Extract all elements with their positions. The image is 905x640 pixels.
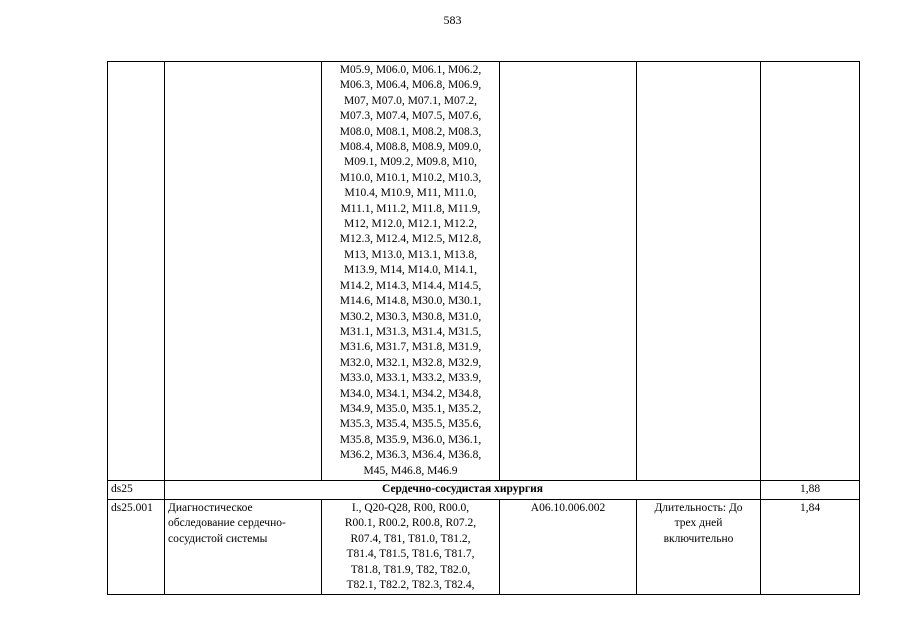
diagnosis-code-line: M07, M07.0, M07.1, M07.2, [344, 94, 477, 107]
diagnosis-code-line: M31.6, M31.7, M31.8, M31.9, [339, 341, 482, 354]
tariff-table [107, 61, 860, 595]
item-name-line: сосудистой системы [168, 532, 268, 545]
diagnosis-code-line: M32.0, M32.1, M32.8, M32.9, [339, 356, 482, 369]
diagnosis-code-line: M07.3, M07.4, M07.5, M07.6, [339, 110, 482, 123]
diagnosis-code-line: M13, M13.0, M13.1, M13.8, [344, 248, 477, 261]
table-row-continued [108, 62, 860, 481]
diagnosis-code-line: M36.2, M36.3, M36.4, M36.8, [339, 449, 482, 462]
cell-service [500, 62, 637, 481]
diagnosis-code-line: M34.0, M34.1, M34.2, M34.8, [339, 387, 482, 400]
criteria-line: включительно [663, 532, 734, 545]
cell-item-code: ds25.001 [108, 499, 165, 594]
item-name-line: Диагностическое [168, 501, 253, 514]
diagnosis-code-line: M08.0, M08.1, M08.2, M08.3, [339, 125, 482, 138]
cell-item-diagnosis-codes [322, 499, 500, 594]
cell-item-service: A06.10.006.002 [500, 499, 637, 594]
cell-group-code: ds25 [108, 480, 165, 499]
diagnosis-code-line: M13.9, M14, M14.0, M14.1, [344, 264, 477, 277]
cell-coefficient [761, 62, 860, 481]
diagnosis-code-line: T81.4, T81.5, T81.6, T81.7, [346, 548, 475, 561]
cell-group-coefficient: 1,88 [761, 480, 860, 499]
diagnosis-code-line: M06.3, M06.4, M06.8, M06.9, [339, 79, 482, 92]
diagnosis-code-line: I., Q20-Q28, R00, R00.0, [351, 501, 470, 514]
diagnosis-code-line: M31.1, M31.3, M31.4, M31.5, [339, 325, 482, 338]
diagnosis-code-line: M30.2, M30.3, M30.8, M31.0, [339, 310, 482, 323]
page-number: 583 [443, 13, 462, 27]
diagnosis-code-line: M10.4, M10.9, M11, M11.0, [344, 187, 477, 200]
diagnosis-code-line: M35.3, M35.4, M35.5, M35.6, [339, 418, 482, 431]
cell-criteria [637, 62, 761, 481]
cell-group-title: Сердечно-сосудистая хирургия [165, 480, 761, 499]
cell-item-coefficient: 1,84 [761, 499, 860, 594]
diagnosis-code-line: T82.1, T82.2, T82.3, T82.4, [346, 579, 475, 591]
table-row-item [108, 499, 860, 594]
diagnosis-code-line: M10.0, M10.1, M10.2, M10.3, [339, 171, 482, 184]
diagnosis-code-line: M09.1, M09.2, M09.8, M10, [344, 156, 477, 169]
diagnosis-code-line: M05.9, M06.0, M06.1, M06.2, [339, 64, 482, 76]
cell-item-name [165, 499, 322, 594]
criteria-line: Длительность: До [654, 501, 743, 514]
diagnosis-code-line: M33.0, M33.1, M33.2, M33.9, [339, 372, 482, 385]
diagnosis-code-line: M12.3, M12.4, M12.5, M12.8, [339, 233, 482, 246]
diagnosis-code-line: R07.4, T81, T81.0, T81.2, [350, 532, 471, 545]
diagnosis-code-line: M34.9, M35.0, M35.1, M35.2, [339, 402, 482, 415]
diagnosis-code-line: M35.8, M35.9, M36.0, M36.1, [339, 433, 482, 446]
cell-item-criteria [637, 499, 761, 594]
diagnosis-code-line: M08.4, M08.8, M08.9, M09.0, [339, 141, 482, 154]
diagnosis-code-line: M12, M12.0, M12.1, M12.2, [344, 218, 477, 231]
diagnosis-code-line: M45, M46.8, M46.9 [363, 464, 458, 477]
table-row-group [108, 480, 860, 499]
diagnosis-code-line: T81.8, T81.9, T82, T82.0, [350, 563, 471, 576]
criteria-line: трех дней [674, 517, 723, 530]
item-name-line: обследование сердечно- [168, 517, 286, 530]
diagnosis-code-line: M14.6, M14.8, M30.0, M30.1, [339, 295, 482, 308]
diagnosis-code-line: R00.1, R00.2, R00.8, R07.2, [344, 517, 477, 530]
cell-name [165, 62, 322, 481]
cell-diagnosis-codes [322, 62, 500, 481]
diagnosis-code-line: M14.2, M14.3, M14.4, M14.5, [339, 279, 482, 292]
cell-code [108, 62, 165, 481]
diagnosis-code-line: M11.1, M11.2, M11.8, M11.9, [340, 202, 481, 215]
